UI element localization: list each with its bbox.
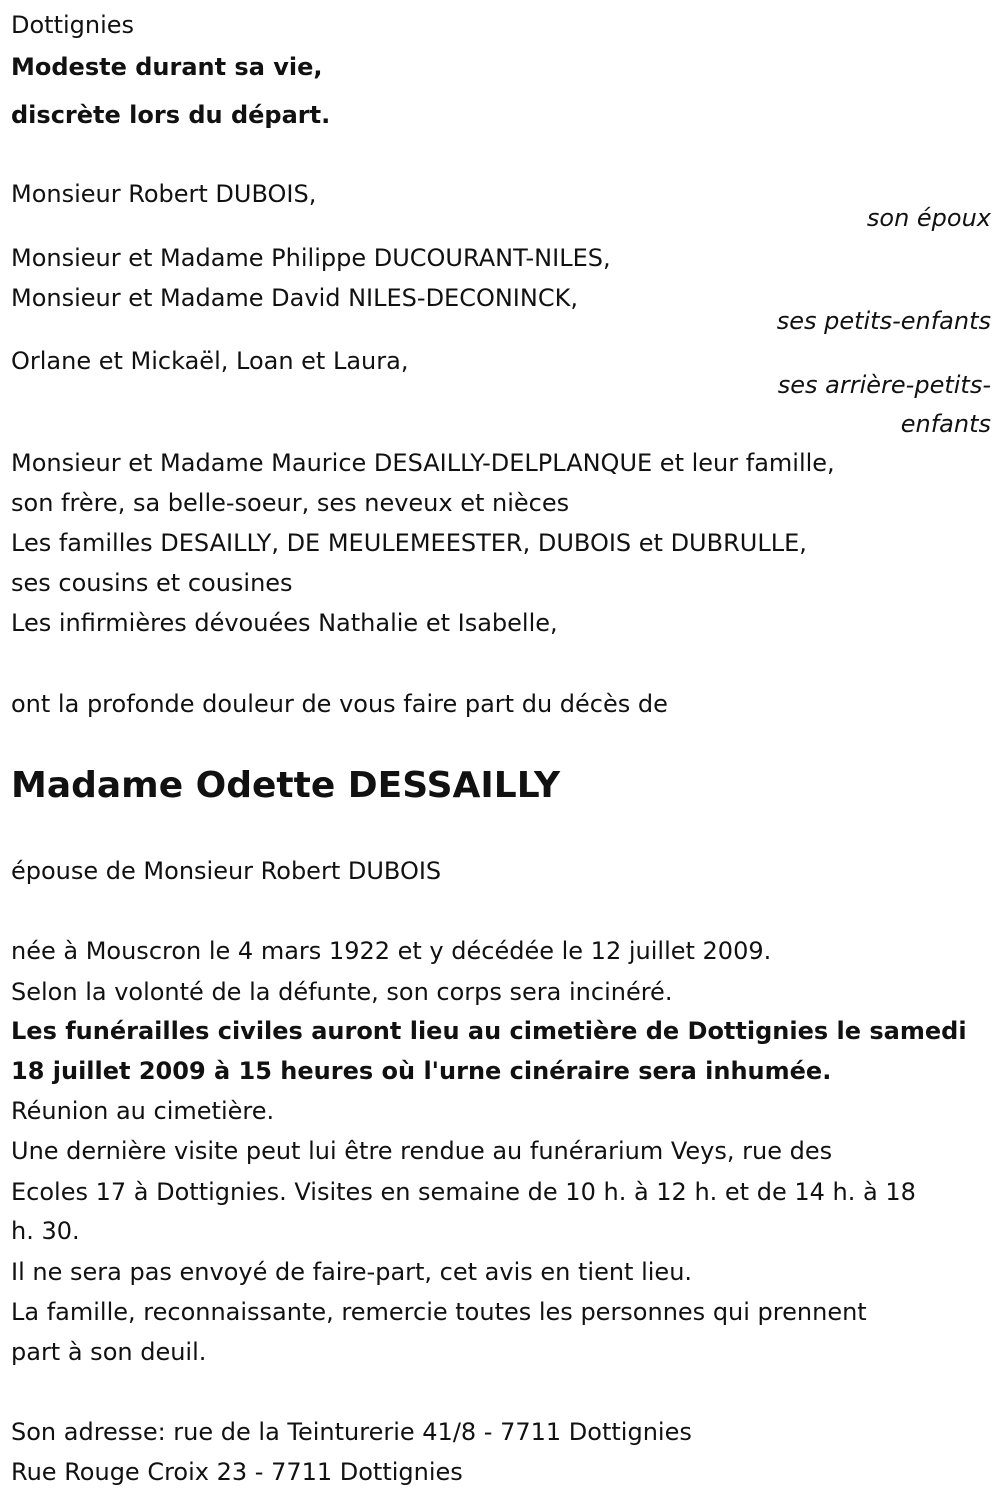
family-great-grandchildren: Orlane et Mickaël, Loan et Laura, (11, 347, 409, 375)
family-other-line: Monsieur et Madame Maurice DESAILLY-DELPLANQUE et leur famille, (11, 449, 835, 477)
visit-text-2: Ecoles 17 à Dottignies. Visites en semaine de 10 h. à 12 h. et de 14 h. à 18 (11, 1178, 916, 1206)
family-other-line: ses cousins et cousines (11, 569, 293, 597)
announcement-text: ont la profonde douleur de vous faire part du décès de (11, 690, 668, 718)
family-spouse-role: son époux (866, 204, 991, 232)
family-grandchildren-role: ses petits-enfants (776, 307, 991, 335)
family-other-line: son frère, sa belle-soeur, ses neveux et nièces (11, 489, 570, 517)
place-heading: Dottignies (11, 11, 135, 39)
deceased-name: Madame Odette DESSAILLY (11, 765, 561, 806)
motto-line-1: Modeste durant sa vie, (11, 53, 323, 81)
funeral-text-1: Les funérailles civiles auront lieu au cimetière de Dottignies le samedi (11, 1017, 967, 1045)
family-great-grandchildren-role-2: enfants (900, 410, 991, 438)
family-spouse: Monsieur Robert DUBOIS, (11, 180, 317, 208)
family-grandchildren-1: Monsieur et Madame Philippe DUCOURANT-NILES, (11, 244, 611, 272)
visit-text-1: Une dernière visite peut lui être rendue au funérarium Veys, rue des (11, 1137, 833, 1165)
birth-death-text: née à Mouscron le 4 mars 1922 et y décédée le 12 juillet 2009. (11, 937, 772, 965)
no-letters-text: Il ne sera pas envoyé de faire-part, cet avis en tient lieu. (11, 1258, 693, 1286)
funeral-text-2: 18 juillet 2009 à 15 heures où l'urne cinéraire sera inhumée. (11, 1057, 832, 1085)
family-grandchildren-2: Monsieur et Madame David NILES-DECONINCK, (11, 284, 578, 312)
motto-line-2: discrète lors du départ. (11, 101, 331, 129)
cremation-text: Selon la volonté de la défunte, son corps sera incinéré. (11, 978, 673, 1006)
address-line-2: Rue Rouge Croix 23 - 7711 Dottignies (11, 1458, 463, 1486)
thanks-text-2: part à son deuil. (11, 1338, 207, 1366)
spouse-of-text: épouse de Monsieur Robert DUBOIS (11, 857, 442, 885)
family-great-grandchildren-role-1: ses arrière-petits- (777, 371, 991, 399)
family-other-line: Les familles DESAILLY, DE MEULEMEESTER, DUBOIS et DUBRULLE, (11, 529, 807, 557)
family-other-line: Les infirmières dévouées Nathalie et Isabelle, (11, 609, 558, 637)
thanks-text-1: La famille, reconnaissante, remercie toutes les personnes qui prennent (11, 1298, 867, 1326)
address-line-1: Son adresse: rue de la Teinturerie 41/8 - 7711 Dottignies (11, 1418, 692, 1446)
visit-text-3: h. 30. (11, 1217, 80, 1245)
meeting-text: Réunion au cimetière. (11, 1097, 275, 1125)
